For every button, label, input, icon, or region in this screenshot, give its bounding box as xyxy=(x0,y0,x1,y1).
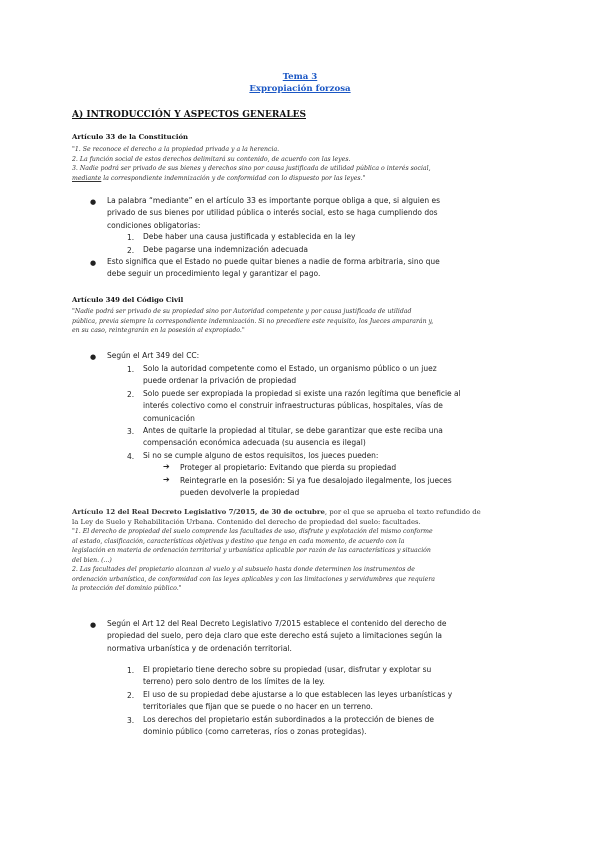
art349-item1 xyxy=(143,363,437,388)
quote-line: legislación en materia de ordenación territorial y urbanística aplicable por razón de las características y situación xyxy=(72,547,431,554)
quote-line: en su caso, reintegrarán en la posesión al expropiado." xyxy=(72,327,245,334)
quote-line: "Nadie podrá ser privado de su propiedad sino por Autoridad competente y por causa justificada de utilidad xyxy=(72,308,412,315)
arrow-bullet-icon: ➔ xyxy=(163,475,170,484)
body-line: Si no se cumple alguno de estos requisitos, los jueces pueden: xyxy=(143,451,379,460)
body-line: Los derechos del propietario están subordinados a la protección de bienes de xyxy=(143,715,435,724)
list-number: 1. xyxy=(127,666,135,675)
bullet-dot: ● xyxy=(90,259,97,267)
body-line: condiciones obligatorias: xyxy=(107,220,201,230)
body-line: privado de sus bienes por utilidad pública o interés social, esto se haga cumpliendo dos xyxy=(107,208,438,218)
body-line: Proteger al propietario: Evitando que pierda su propiedad xyxy=(180,463,397,472)
body-line: puede ordenar la privación de propiedad xyxy=(143,376,297,386)
body-line: El uso de su propiedad debe ajustarse a lo que establecen las leyes urbanísticas y xyxy=(143,690,453,699)
body-line: normativa urbanística y de ordenación territorial. xyxy=(107,643,292,653)
list-number: 2. xyxy=(127,390,135,399)
body-line: El propietario tiene derecho sobre su propiedad (usar, disfrutar y explotar su xyxy=(143,665,432,674)
body-line: Según el Art 349 del CC: xyxy=(107,351,200,360)
art12-intro xyxy=(72,508,542,527)
art349-quote xyxy=(72,307,542,336)
body-line: Antes de quitarle la propiedad al titular, se debe garantizar que este reciba una xyxy=(143,426,443,435)
art33-bullet1 xyxy=(107,195,440,232)
art349-arrow1 xyxy=(180,462,396,474)
list-number: 3. xyxy=(127,716,135,725)
underlined-word: mediante xyxy=(72,174,102,182)
art12-bullet xyxy=(107,618,447,655)
quote-line: 3. Nadie podrá ser privado de sus bienes y derechos sino por causa justificada de utilidad pública o interés social, xyxy=(72,165,431,172)
body-line: interés colectivo como el construir infraestructuras públicas, hospitales, vías de xyxy=(143,401,443,411)
art33-sub2 xyxy=(143,244,308,256)
quote-line: 2. Las facultades del propietario alcanzan al vuelo y al subsuelo hasta donde determinen los instrumentos de xyxy=(72,566,415,573)
list-number: 1. xyxy=(127,365,135,374)
list-number: 3. xyxy=(127,427,135,436)
quote-line: del bien. (...) xyxy=(72,556,112,564)
quote-line: pública, previa siempre la correspondiente indemnización. Si no precediere este requisito, los Jueces ampararán y, xyxy=(72,317,434,325)
list-number: 2. xyxy=(127,246,135,255)
intro-line xyxy=(72,508,542,518)
quote-line: "1. El derecho de propiedad del suelo comprende las facultades de uso, disfrute y explotación del mismo conforme xyxy=(72,528,433,535)
quote-line: al estado, clasificación, características objetivas y destino que tenga en cada momento, de acuerdo con la xyxy=(72,537,405,545)
art12-item2 xyxy=(143,689,452,714)
body-line: debe seguir un procedimiento legal y garantizar el pago. xyxy=(107,269,321,279)
art349-title: Artículo 349 del Código Civil xyxy=(72,296,184,304)
intro-line: la Ley de Suelo y Rehabilitación Urbana. Contenido del derecho de propiedad del suelo: facultades. xyxy=(72,517,421,526)
body-line: pueden devolverle la propiedad xyxy=(180,488,300,498)
body-line: terreno) pero solo dentro de los límites de la ley. xyxy=(143,677,325,687)
body-line: dominio público (como carreteras, ríos o zonas protegidas). xyxy=(143,727,367,737)
art349-item3 xyxy=(143,425,443,450)
art12-quote xyxy=(72,527,542,594)
art349-item2 xyxy=(143,388,461,425)
art349-bullet xyxy=(107,350,199,362)
body-line: Debe haber una causa justificada y establecida en la ley xyxy=(143,232,356,241)
body-line: territoriales que fijan que se puede o no hacer en un terreno. xyxy=(143,702,373,712)
bullet-dot: ● xyxy=(90,621,97,629)
arrow-bullet-icon: ➔ xyxy=(163,462,170,471)
body-line: propiedad del suelo, pero deja claro que este derecho está sujeto a limitaciones según la xyxy=(107,631,443,641)
quote-line: ordenación urbanística, de conformidad con las leyes aplicables y con las limitaciones y servidumbres que requiera xyxy=(72,575,435,583)
body-line: Debe pagarse una indemnización adecuada xyxy=(143,245,308,254)
art33-quote xyxy=(72,145,542,183)
body-line: compensación económica adecuada (su ausencia es ilegal) xyxy=(143,438,366,448)
body-line: Según el Art 12 del Real Decreto Legislativo 7/2015 establece el contenido del derecho de xyxy=(107,619,447,628)
quote-line xyxy=(72,174,542,184)
bullet-dot: ● xyxy=(90,353,97,361)
body-line: Reintegrarle en la posesión: Si ya fue desalojado ilegalmente, los jueces xyxy=(180,476,452,485)
list-number: 4. xyxy=(127,452,135,461)
list-number: 2. xyxy=(127,691,135,700)
quote-text: la correspondiente indemnización y de conformidad con lo dispuesto por las leyes." xyxy=(101,174,366,182)
art33-sub1 xyxy=(143,231,355,243)
bullet-dot: ● xyxy=(90,198,97,206)
body-line: Solo puede ser expropiada la propiedad si existe una razón legítima que beneficie al xyxy=(143,389,461,398)
quote-line: "1. Se reconoce el derecho a la propiedad privada y a la herencia. xyxy=(72,146,280,153)
intro-text: , por el que se aprueba el texto refundido de xyxy=(324,508,481,516)
art12-title: Artículo 12 del Real Decreto Legislativo 7/2015, de 30 de octubre xyxy=(72,508,325,516)
art33-title: Artículo 33 de la Constitución xyxy=(72,133,189,141)
topic-title[interactable]: Tema 3 xyxy=(282,72,318,82)
art349-arrow2 xyxy=(180,475,452,500)
list-number: 1. xyxy=(127,233,135,242)
title-block xyxy=(0,71,600,95)
topic-subtitle[interactable]: Expropiación forzosa xyxy=(249,84,351,94)
quote-line: 2. La función social de estos derechos delimitará su contenido, de acuerdo con las leyes. xyxy=(72,155,351,163)
body-line: comunicación xyxy=(143,413,195,423)
art349-item4 xyxy=(143,450,378,462)
body-line: La palabra “mediante” en el artículo 33 es importante porque obliga a que, si alguien es xyxy=(107,196,441,205)
body-line: Solo la autoridad competente como el Estado, un organismo público o un juez xyxy=(143,364,437,373)
section-heading: A) INTRODUCCIÓN Y ASPECTOS GENERALES xyxy=(72,110,306,120)
art12-item3 xyxy=(143,714,434,739)
art33-bullet2 xyxy=(107,256,440,281)
art12-item1 xyxy=(143,664,431,689)
quote-line: la protección del dominio público." xyxy=(72,585,182,592)
body-line: Esto significa que el Estado no puede quitar bienes a nadie de forma arbitraria, sino que xyxy=(107,257,440,266)
